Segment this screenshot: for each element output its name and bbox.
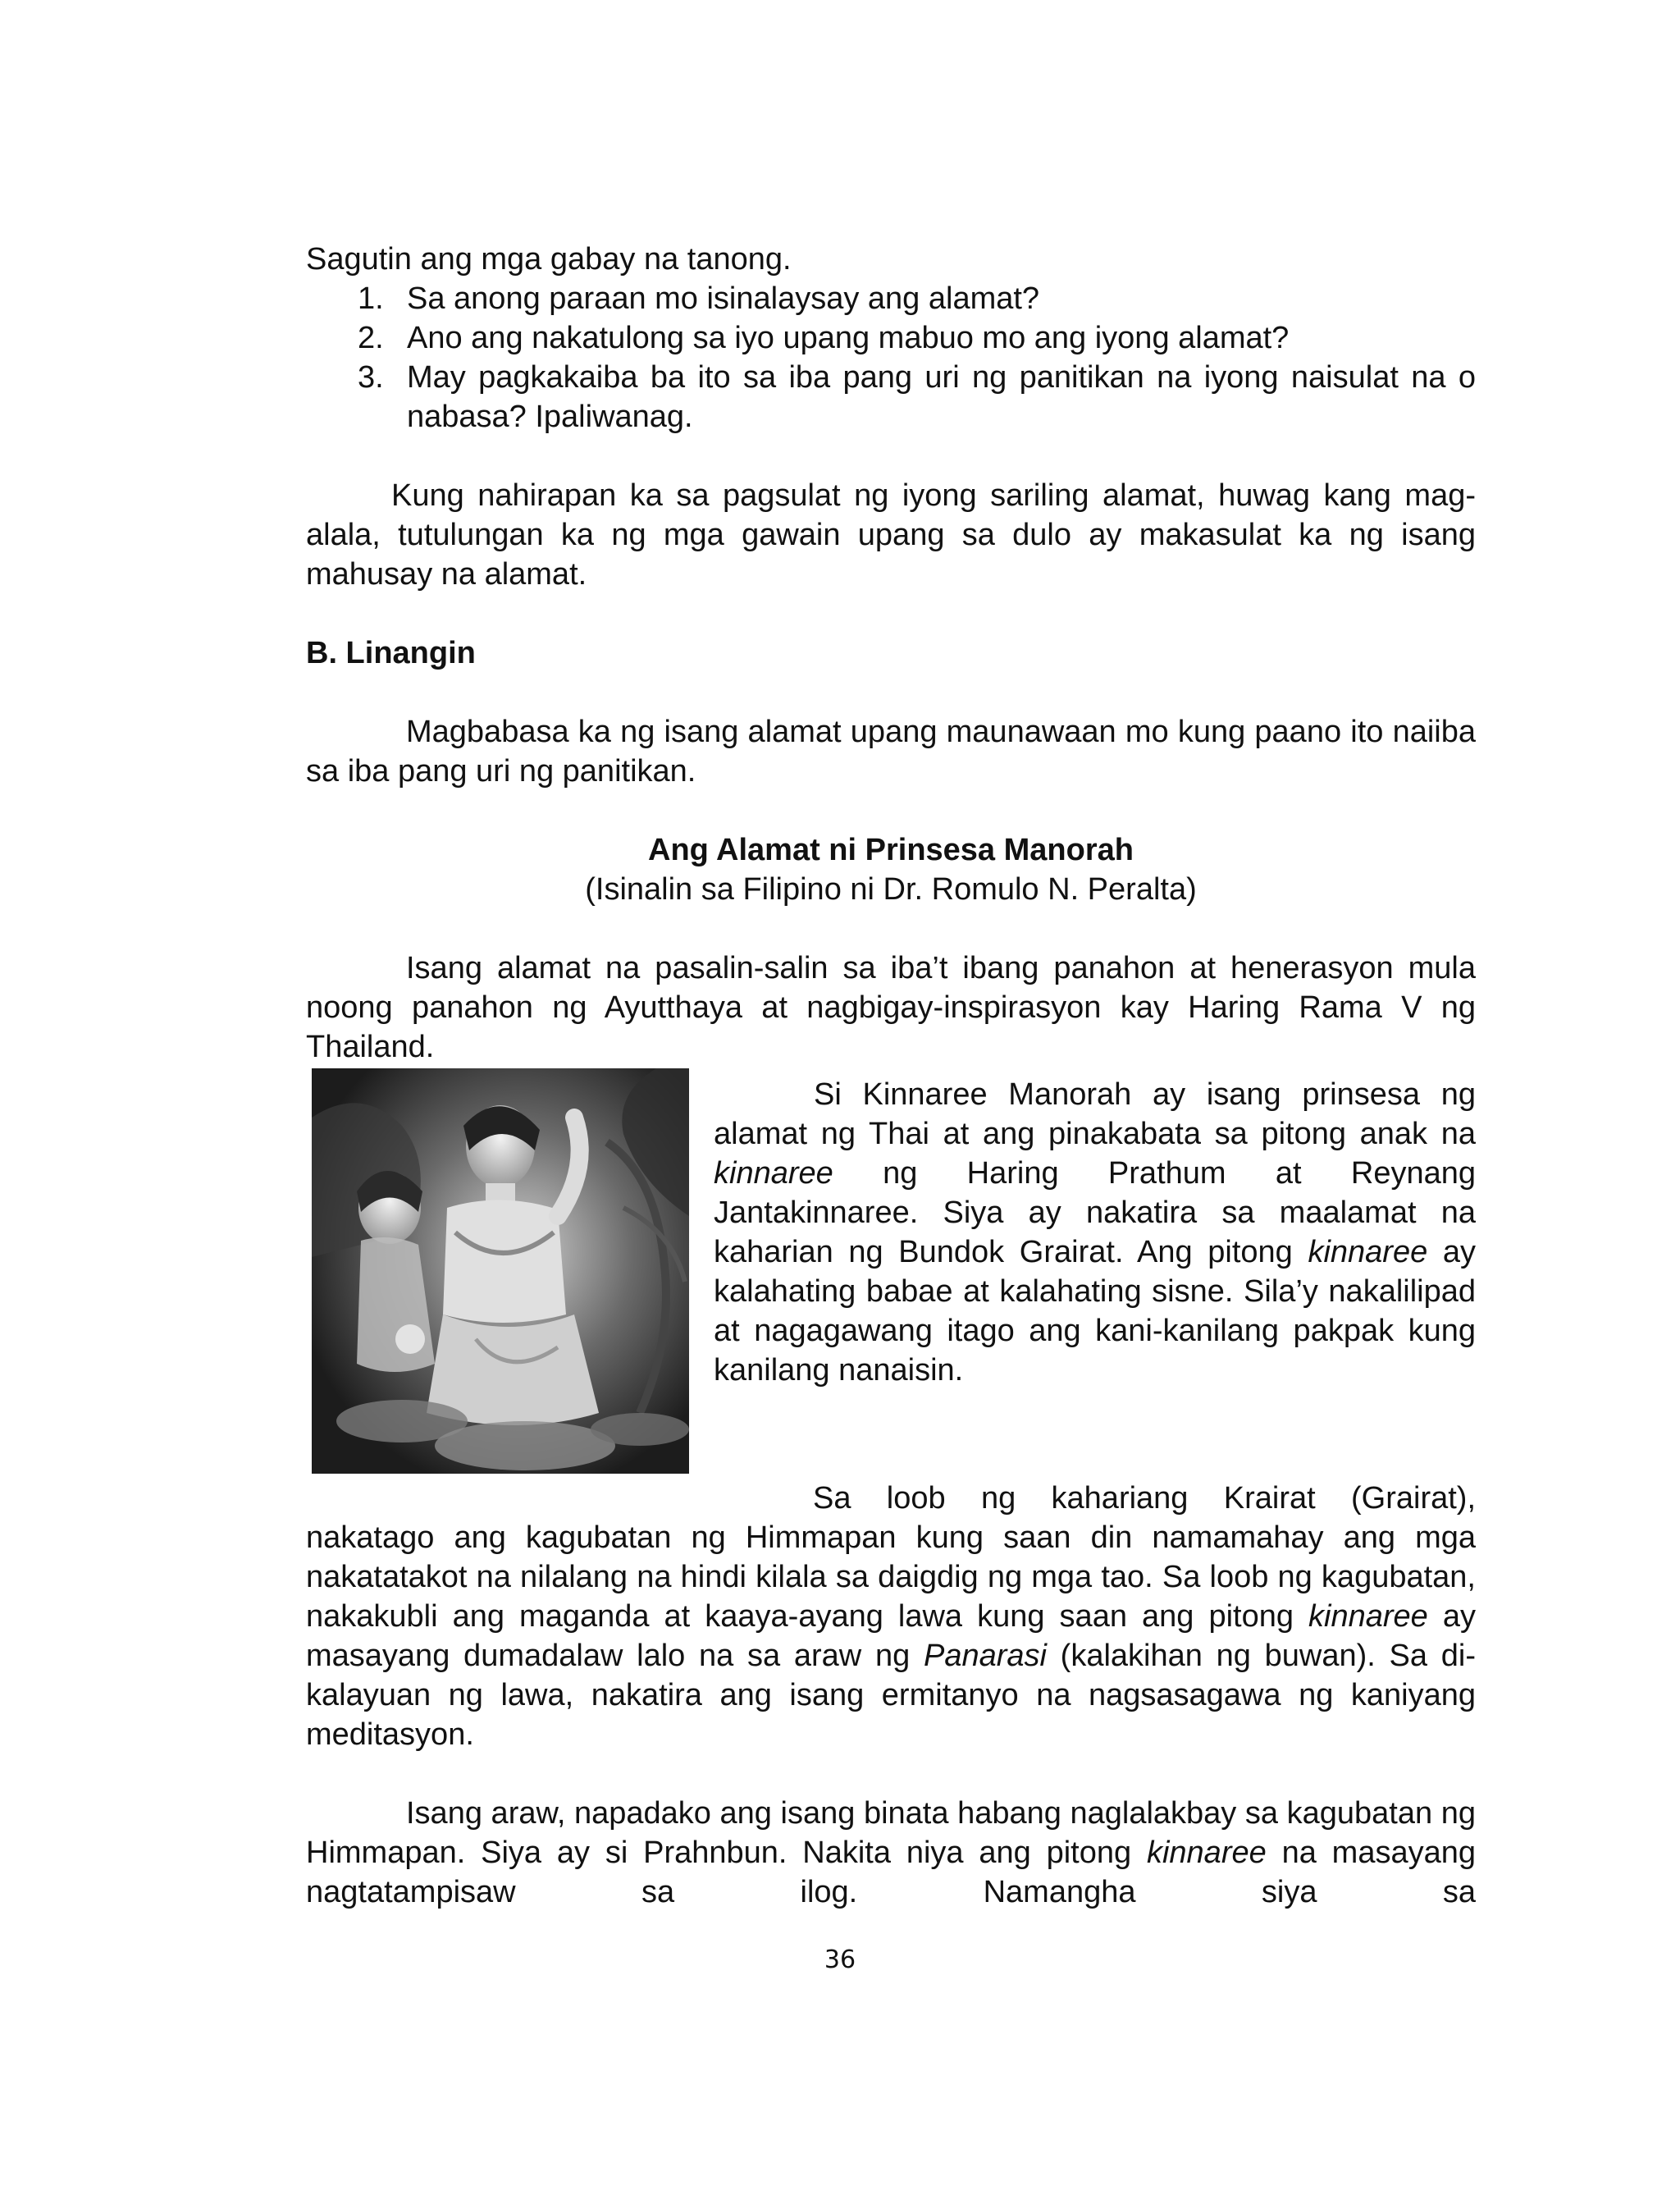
question-text: May pagkakaiba ba ito sa iba pang uri ng panitikan na iyong naisulat na o nabasa? Ipaliwanag.: [407, 360, 1476, 434]
page-content: [306, 240, 1476, 1912]
term-kinnaree: kinnaree: [1308, 1599, 1428, 1634]
guide-questions-list: [306, 279, 1476, 437]
kinnaree-illustration: [312, 1068, 689, 1474]
kingdom-paragraph: Sa loob ng kahariang Krairat (Grairat), nakatago ang kagubatan ng Himmapan kung saan din namamahay ang mga nakatatakot na nilalang na hindi kilala sa daigdig ng mga tao. Sa loob ng kagubatan, nakakubli ang maganda at kaaya-ayang lawa kung saan ang pitong kinnaree ay masayang dumadalaw lalo na sa araw ng Panarasi (kalakihan ng buwan). Sa di-kalayuan ng lawa, nakatira ang isang ermitanyo na nagsasagawa ng kaniyang meditasyon.: [306, 1481, 1476, 1752]
illustration-row: [306, 1068, 1476, 1479]
origin-paragraph: Isang alamat na pasalin-salin sa iba’t ibang panahon at henerasyon mula noong panahon ng Ayutthaya at nagbigay-inspirasyon kay Haring Rama V ng Thailand.: [306, 951, 1476, 1064]
question-number: 3.: [358, 360, 384, 395]
term-kinnaree: kinnaree: [714, 1156, 833, 1191]
list-item: [306, 279, 1476, 318]
question-number: 2.: [358, 321, 384, 355]
list-item: [306, 358, 1476, 437]
question-text: Sa anong paraan mo isinalaysay ang alamat?: [407, 281, 1040, 316]
guide-questions-intro: Sagutin ang mga gabay na tanong.: [306, 242, 792, 277]
section-heading-linangin: B. Linangin: [306, 636, 476, 670]
list-item: [306, 318, 1476, 358]
term-panarasi: Panarasi: [923, 1639, 1047, 1673]
question-number: 1.: [358, 281, 384, 316]
page-number: 36: [824, 1945, 856, 1974]
term-kinnaree: kinnaree: [1146, 1836, 1267, 1870]
encourage-paragraph: Kung nahirapan ka sa pagsulat ng iyong sariling alamat, huwag kang mag-alala, tutulungan ka ng mga gawain upang sa dulo ay makasulat ka ng isang mahusay na alamat.: [306, 478, 1476, 592]
story-subtitle: (Isinalin sa Filipino ni Dr. Romulo N. Peralta): [585, 872, 1197, 907]
term-kinnaree: kinnaree: [1308, 1235, 1428, 1269]
kinnaree-paragraph: Si Kinnaree Manorah ay isang prinsesa ng alamat ng Thai at ang pinakabata sa pitong anak na kinnaree ng Haring Prathum at Reynang Jantakinnaree. Siya ay nakatira sa maalamat na kaharian ng Bundok Grairat. Ang pitong kinnaree ay kalahating babae at kalahating sisne. Sila’y nakalilipad at nagagawang itago ang kani-kanilang pakpak kung kanilang nanaisin.: [714, 1077, 1476, 1388]
question-text: Ano ang nakatulong sa iyo upang mabuo mo ang iyong alamat?: [407, 321, 1290, 355]
reading-intro-paragraph: Magbabasa ka ng isang alamat upang maunawaan mo kung paano ito naiiba sa iba pang uri ng panitikan.: [306, 715, 1476, 789]
story-title: Ang Alamat ni Prinsesa Manorah: [648, 833, 1134, 867]
prahnbun-paragraph: Isang araw, napadako ang isang binata habang naglalakbay sa kagubatan ng Himmapan. Siya ay si Prahnbun. Nakita niya ang pitong kinnaree na masayang nagtatampisaw sa ilog. Namangha siya sa: [306, 1796, 1476, 1909]
